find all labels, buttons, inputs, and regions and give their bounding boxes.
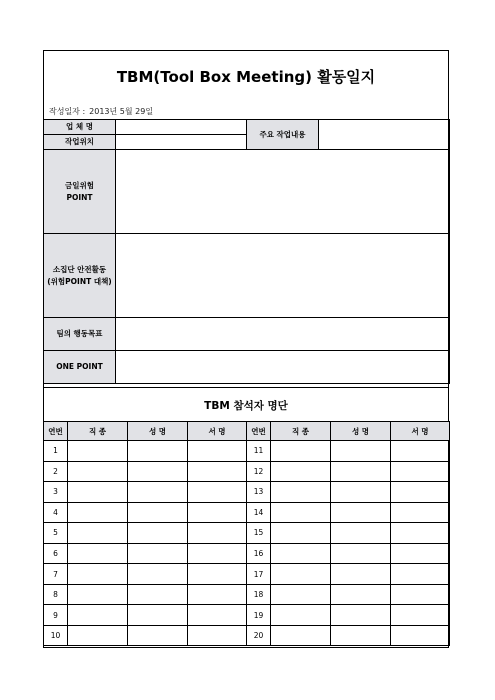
row-number: 12 [247,461,271,482]
job-cell[interactable] [68,482,128,503]
header-name: 성 명 [331,422,391,441]
table-row [44,625,450,646]
hazard-label [44,150,116,234]
job-cell[interactable] [68,605,128,626]
location-field[interactable] [116,135,247,150]
row-number: 9 [44,605,68,626]
date-line [49,106,153,117]
name-cell[interactable] [331,625,391,646]
job-cell[interactable] [68,441,128,462]
job-cell[interactable] [271,543,331,564]
signature-cell[interactable] [391,625,450,646]
job-cell[interactable] [271,482,331,503]
name-cell[interactable] [128,502,188,523]
table-row [44,543,450,564]
header-name: 성 명 [128,422,188,441]
name-cell[interactable] [331,584,391,605]
job-cell[interactable] [68,543,128,564]
name-cell[interactable] [128,523,188,544]
name-cell[interactable] [331,461,391,482]
job-cell[interactable] [68,523,128,544]
job-cell[interactable] [271,461,331,482]
header-no: 연번 [44,422,68,441]
signature-cell[interactable] [188,564,247,585]
row-number: 1 [44,441,68,462]
row-number: 15 [247,523,271,544]
row-number: 2 [44,461,68,482]
main-work-field[interactable] [319,120,450,150]
row-number: 16 [247,543,271,564]
row-number: 13 [247,482,271,503]
signature-cell[interactable] [391,482,450,503]
name-cell[interactable] [128,584,188,605]
header-signature: 서 명 [391,422,450,441]
hazard-label-line2: POINT [66,192,93,202]
signature-cell[interactable] [188,584,247,605]
header-no: 연번 [247,422,271,441]
hazard-field[interactable] [116,150,450,234]
table-row [44,523,450,544]
name-cell[interactable] [331,523,391,544]
job-cell[interactable] [271,625,331,646]
signature-cell[interactable] [188,502,247,523]
signature-cell[interactable] [188,523,247,544]
name-cell[interactable] [331,605,391,626]
table-row [44,502,450,523]
table-row [44,564,450,585]
team-goal-label: 팀의 행동목표 [44,318,116,351]
job-cell[interactable] [68,564,128,585]
header-job: 직 종 [271,422,331,441]
table-row [44,441,450,462]
row-number: 6 [44,543,68,564]
date-label: 작성일자 : [49,107,86,116]
name-cell[interactable] [128,625,188,646]
signature-cell[interactable] [391,564,450,585]
table-row [44,461,450,482]
name-cell[interactable] [128,441,188,462]
attendees-header-row [44,422,450,441]
signature-cell[interactable] [391,543,450,564]
row-number: 7 [44,564,68,585]
row-number: 17 [247,564,271,585]
row-number: 8 [44,584,68,605]
signature-cell[interactable] [188,543,247,564]
row-number: 5 [44,523,68,544]
signature-cell[interactable] [391,461,450,482]
company-label: 업 체 명 [44,120,116,135]
table-row [44,584,450,605]
name-cell[interactable] [331,564,391,585]
job-cell[interactable] [271,441,331,462]
job-cell[interactable] [271,605,331,626]
row-number: 18 [247,584,271,605]
location-label: 작업위치 [44,135,116,150]
row-number: 3 [44,482,68,503]
name-cell[interactable] [331,543,391,564]
job-cell[interactable] [271,564,331,585]
signature-cell[interactable] [188,625,247,646]
row-number: 19 [247,605,271,626]
name-cell[interactable] [331,502,391,523]
row-number: 20 [247,625,271,646]
name-cell[interactable] [128,543,188,564]
job-cell[interactable] [68,461,128,482]
job-cell[interactable] [271,584,331,605]
header-job: 직 종 [68,422,128,441]
job-cell[interactable] [68,584,128,605]
signature-cell[interactable] [391,441,450,462]
signature-cell[interactable] [188,605,247,626]
signature-cell[interactable] [391,584,450,605]
job-cell[interactable] [68,625,128,646]
name-cell[interactable] [128,605,188,626]
name-cell[interactable] [128,482,188,503]
tbm-form [43,50,449,648]
signature-cell[interactable] [391,502,450,523]
team-goal-field[interactable] [116,318,450,351]
name-cell[interactable] [128,564,188,585]
signature-cell[interactable] [391,605,450,626]
group-label-line2: (위험POINT 대책) [47,276,112,286]
job-cell[interactable] [68,502,128,523]
date-value: 2013년 5월 29일 [89,107,154,116]
signature-cell[interactable] [188,461,247,482]
signature-cell[interactable] [188,482,247,503]
header-signature: 서 명 [188,422,247,441]
form-title: TBM(Tool Box Meeting) 활동일지 [116,67,376,86]
main-work-label: 주요 작업내용 [247,120,319,150]
name-cell[interactable] [128,461,188,482]
row-number: 4 [44,502,68,523]
one-point-label: ONE POINT [44,351,116,384]
one-point-field[interactable] [116,351,450,384]
table-row [44,482,450,503]
job-cell[interactable] [271,523,331,544]
row-number: 11 [247,441,271,462]
name-cell[interactable] [331,441,391,462]
group-activity-field[interactable] [116,234,450,318]
signature-cell[interactable] [391,523,450,544]
group-activity-label [44,234,116,318]
job-cell[interactable] [271,502,331,523]
table-row [44,605,450,626]
signature-cell[interactable] [188,441,247,462]
attendees-title: TBM 참석자 명단 [44,387,448,422]
hazard-label-line1: 금일위험 [65,181,94,191]
group-label-line1: 소집단 안전활동 [52,265,107,275]
name-cell[interactable] [331,482,391,503]
row-number: 14 [247,502,271,523]
info-table [43,119,450,384]
company-field[interactable] [116,120,247,135]
attendees-table [43,421,450,646]
row-number: 10 [44,625,68,646]
